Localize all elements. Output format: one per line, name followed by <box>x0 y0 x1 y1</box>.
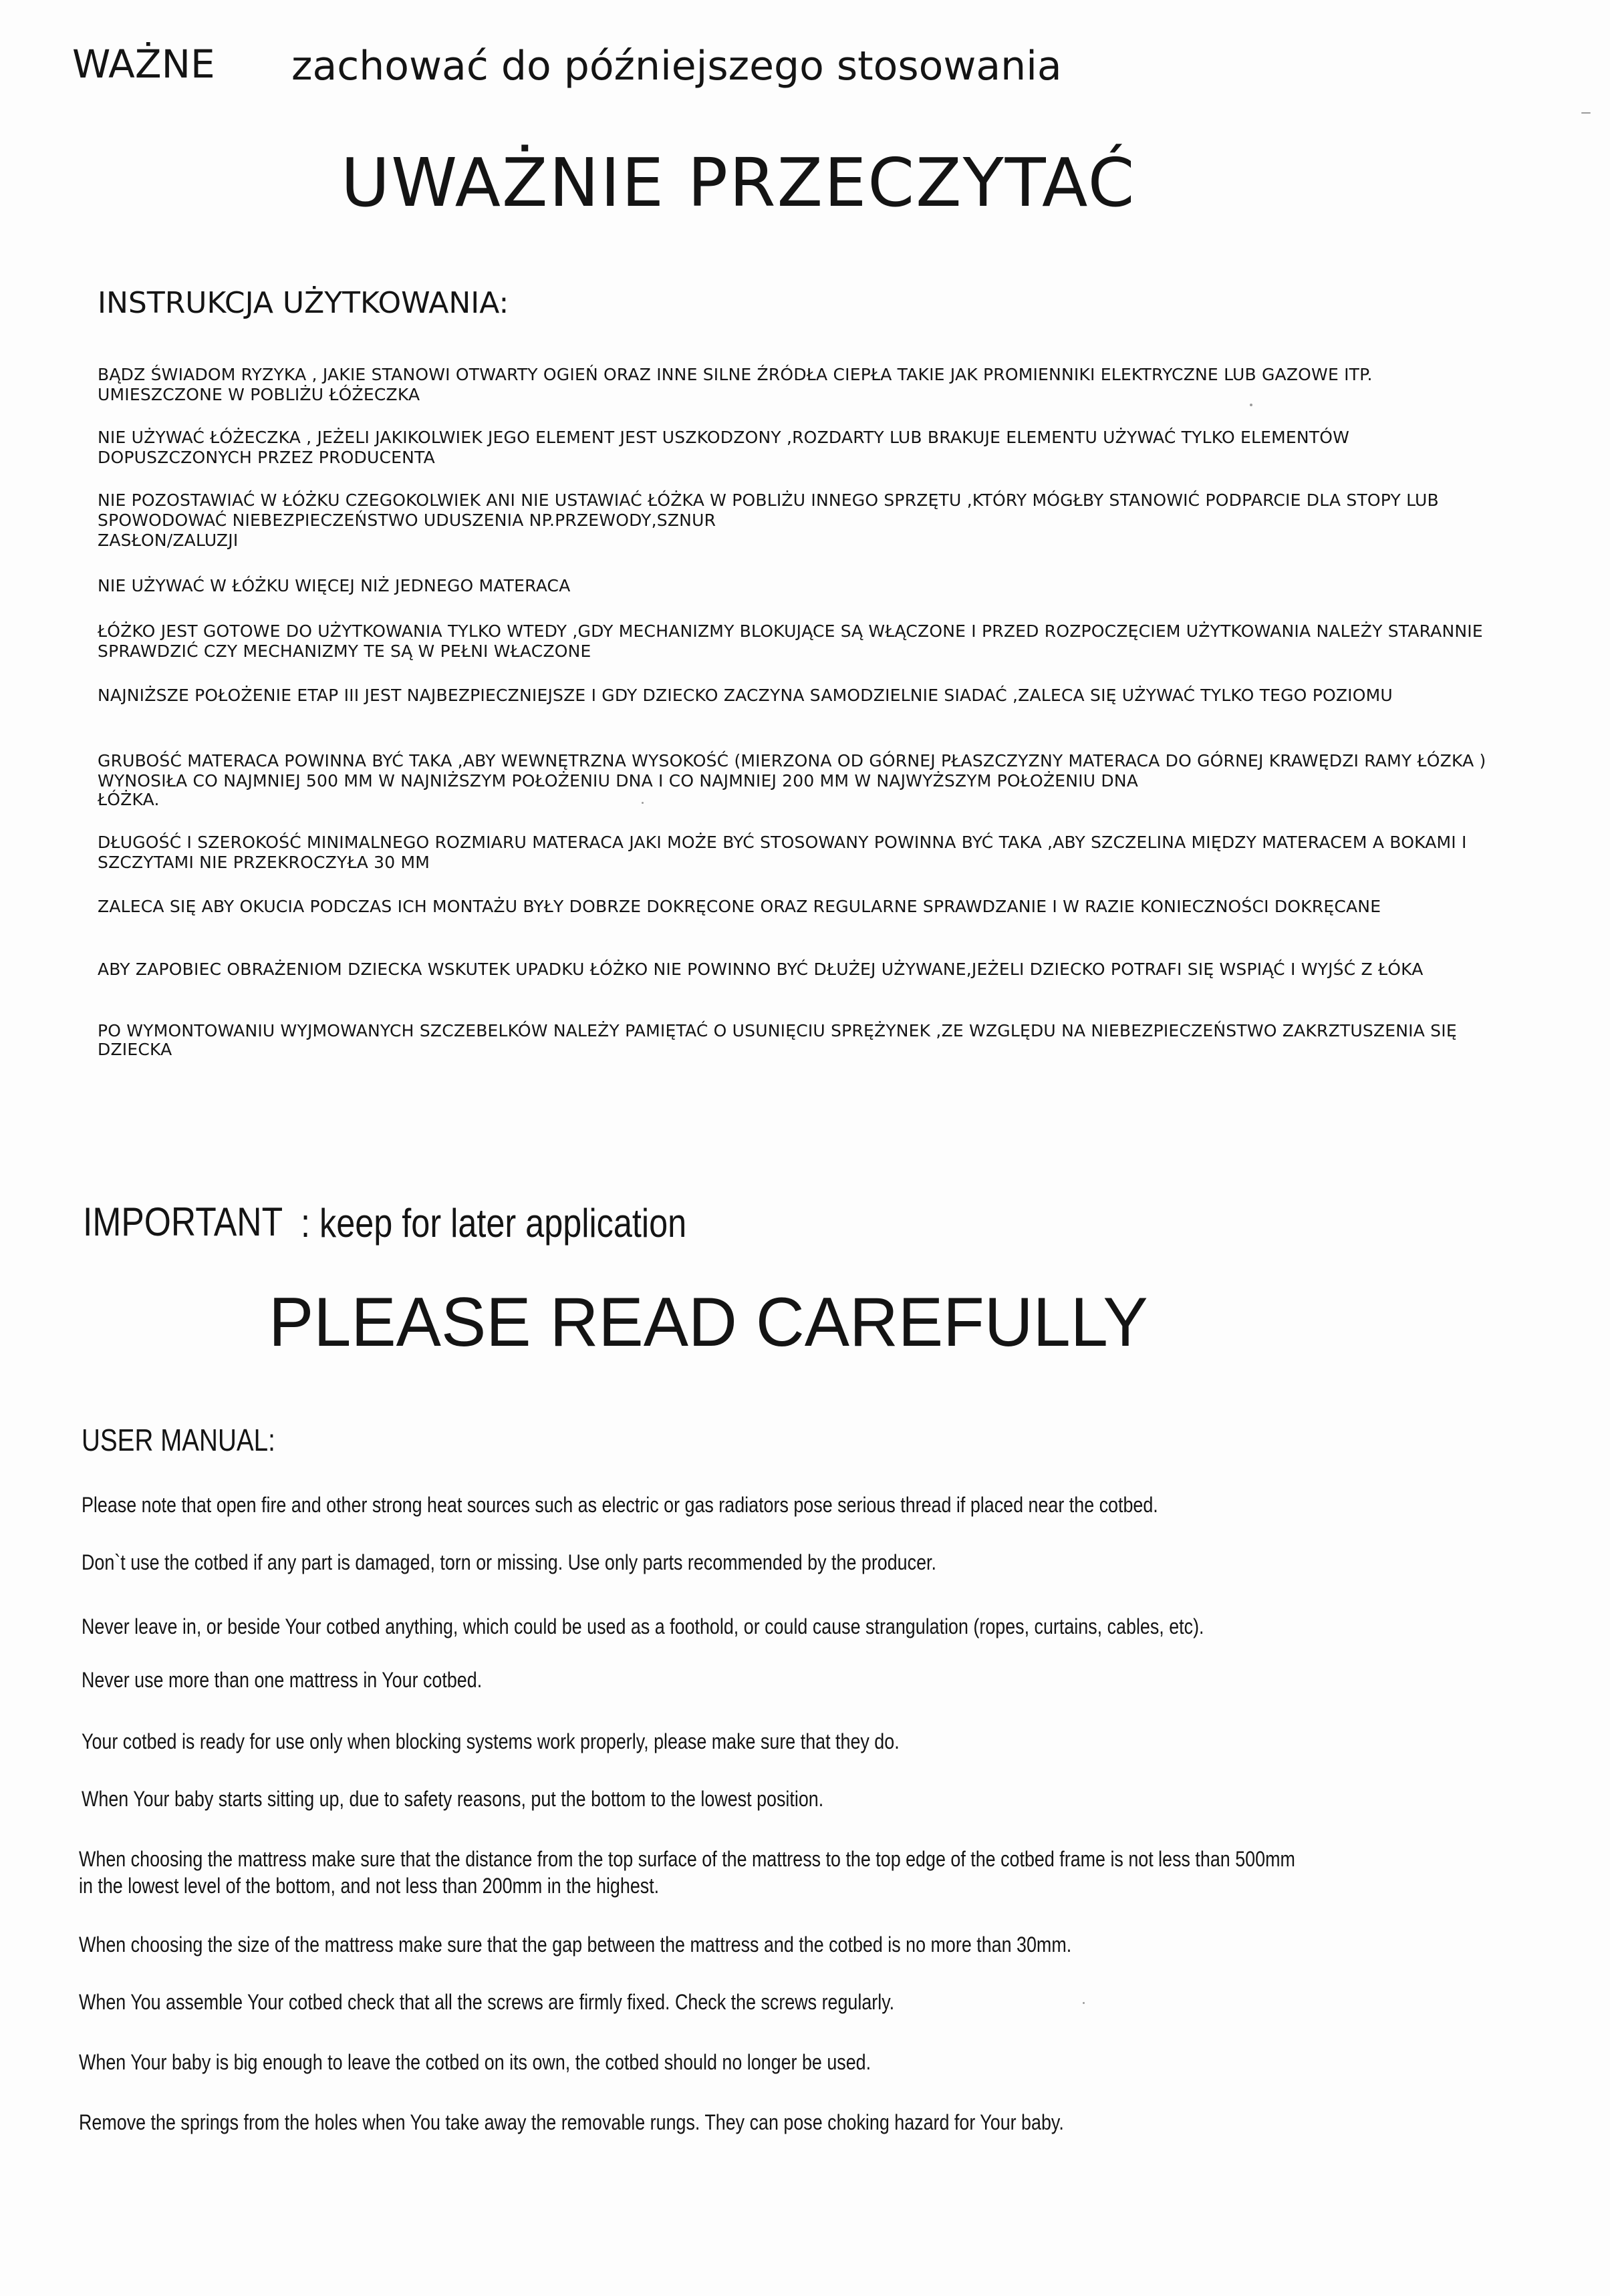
scan-speck <box>1581 112 1591 114</box>
en-item-8: When choosing the size of the mattress make sure that the gap between the mattress and the cotbed is no more than 30mm. <box>79 1932 1072 1957</box>
pl-item-line: ŁÓŻKO JEST GOTOWE DO UŻYTKOWANIA TYLKO WTEDY ,GDY MECHANIZMY BLOKUJĄCE SĄ WŁĄCZONE I PRZED ROZPOCZĘCIEM UŻYTKOWANIA NALEŻY STARANNIE <box>98 621 1483 641</box>
pl-item-line: NIE UŻYWAĆ W ŁÓŻKU WIĘCEJ NIŻ JEDNEGO MATERACA <box>98 576 571 595</box>
scan-speck <box>1083 2002 1085 2004</box>
en-item-6: When Your baby starts sitting up, due to safety reasons, put the bottom to the lowest position. <box>82 1787 824 1811</box>
pl-item-line: ZASŁON/ZALUZJI <box>98 531 239 550</box>
pl-item-line: WYNOSIŁA CO NAJMNIEJ 500 MM W NAJNIŻSZYM POŁOŻENIU DNA I CO NAJMNIEJ 200 MM W NAJWYŻSZYM POŁOŻENIU DNA <box>98 771 1139 791</box>
pl-item-line: SPOWODOWAĆ NIEBEZPIECZEŃSTWO UDUSZENIA NP.PRZEWODY,SZNUR <box>98 511 716 530</box>
pl-item-line: DŁUGOŚĆ I SZEROKOŚĆ MINIMALNEGO ROZMIARU MATERACA JAKI MOŻE BYĆ STOSOWANY POWINNA BYĆ TAKA ,ABY SZCZELINA MIĘDZY MATERACEM A BOKAMI I <box>98 833 1467 852</box>
keep-note-pl: zachować do późniejszego stosowania <box>291 43 1062 90</box>
pl-item-line: NIE POZOSTAWIAĆ W ŁÓŻKU CZEGOKOLWIEK ANI NIE USTAWIAĆ ŁÓŻKA W POBLIŻU INNEGO SPRZĘTU ,KTÓRY MÓGŁBY STANOWIĆ PODPARCIE DLA STOPY LUB <box>98 490 1439 510</box>
en-item-3: Never leave in, or beside Your cotbed anything, which could be used as a foothold, or could cause strangulation (ropes, curtains, cables, etc). <box>82 1614 1204 1638</box>
pl-item-line: NIE UŻYWAĆ ŁÓŻECZKA , JEŻELI JAKIKOLWIEK JEGO ELEMENT JEST USZKODZONY ,ROZDARTY LUB BRAKUJE ELEMENTU UŻYWAĆ TYLKO ELEMENTÓW <box>98 428 1350 447</box>
en-item-5: Your cotbed is ready for use only when blocking systems work properly, please make sure that they do. <box>82 1729 900 1753</box>
pl-item-line: ŁÓŻKA. <box>98 790 160 809</box>
manual-heading-pl: INSTRUKCJA UŻYTKOWANIA: <box>98 286 509 320</box>
page-title-en: PLEASE READ CAREFULLY <box>269 1284 1148 1361</box>
en-item-4: Never use more than one mattress in Your cotbed. <box>82 1668 483 1692</box>
scan-speck <box>1250 404 1252 406</box>
en-item-9: When You assemble Your cotbed check that all the screws are firmly fixed. Check the screws regularly. <box>79 1990 895 2014</box>
pl-item-line: NAJNIŻSZE POŁOŻENIE ETAP III JEST NAJBEZPIECZNIEJSZE I GDY DZIECKO ZACZYNA SAMODZIELNIE SIADAĆ ,ZALECA SIĘ UŻYWAĆ TYLKO TEGO POZIOMU <box>98 686 1393 705</box>
pl-item-line: DOPUSZCZONYCH PRZEZ PRODUCENTA <box>98 448 435 467</box>
en-item-line: in the lowest level of the bottom, and not less than 200mm in the highest. <box>79 1874 660 1898</box>
page-title-pl: UWAŻNIE PRZECZYTAĆ <box>341 144 1136 222</box>
en-item-2: Don`t use the cotbed if any part is damaged, torn or missing. Use only parts recommended by the producer. <box>82 1550 936 1574</box>
pl-item-line: SZCZYTAMI NIE PRZEKROCZYŁA 30 MM <box>98 853 430 872</box>
important-label-pl: WAŻNE <box>72 41 215 87</box>
keep-note-en: : keep for later application <box>301 1201 687 1246</box>
pl-item-line: DZIECKA <box>98 1040 172 1059</box>
en-item-10: When Your baby is big enough to leave the cotbed on its own, the cotbed should no longer be used. <box>79 2050 871 2074</box>
pl-item-line: GRUBOŚĆ MATERACA POWINNA BYĆ TAKA ,ABY WEWNĘTRZNA WYSOKOŚĆ (MIERZONA OD GÓRNEJ PŁASZCZYZNY MATERACA DO GÓRNEJ KRAWĘDZI RAMY ŁÓZKA ) <box>98 751 1486 770</box>
pl-item-line: PO WYMONTOWANIU WYJMOWANYCH SZCZEBELKÓW NALEŻY PAMIĘTAĆ O USUNIĘCIU SPRĘŻYNEK ,ZE WZGLĘDU NA NIEBEZPIECZEŃSTWO ZAKRZTUSZENIA SIĘ <box>98 1021 1457 1040</box>
en-item-line: When choosing the mattress make sure that the distance from the top surface of the mattress to the top edge of the cotbed frame is not less than 500mm <box>79 1847 1295 1871</box>
important-label-en: IMPORTANT <box>83 1199 283 1244</box>
en-item-1: Please note that open fire and other strong heat sources such as electric or gas radiators pose serious thread if placed near the cotbed. <box>82 1493 1158 1517</box>
en-item-11: Remove the springs from the holes when You take away the removable rungs. They can pose choking hazard for Your baby. <box>79 2110 1064 2134</box>
pl-item-line: SPRAWDZIĆ CZY MECHANIZMY TE SĄ W PEŁNI WŁACZONE <box>98 641 591 661</box>
pl-item-line: ABY ZAPOBIEC OBRAŻENIOM DZIECKA WSKUTEK UPADKU ŁÓŻKO NIE POWINNO BYĆ DŁUŻEJ UŻYWANE,JEŻELI DZIECKO POTRAFI SIĘ WSPIĄĆ I WYJŚĆ Z ŁÓKA <box>98 960 1424 979</box>
pl-item-line: ZALECA SIĘ ABY OKUCIA PODCZAS ICH MONTAŻU BYŁY DOBRZE DOKRĘCONE ORAZ REGULARNE SPRAWDZANIE I W RAZIE KONIECZNOŚCI DOKRĘCANE <box>98 897 1381 916</box>
scan-speck <box>642 802 644 804</box>
pl-item-line: UMIESZCZONE W POBLIŻU ŁÓŻECZKA <box>98 385 420 404</box>
manual-heading-en: USER MANUAL: <box>82 1423 275 1457</box>
pl-item-line: BĄDZ ŚWIADOM RYZYKA , JAKIE STANOWI OTWARTY OGIEŃ ORAZ INNE SILNE ŹRÓDŁA CIEPŁA TAKIE JAK PROMIENNIKI ELEKTRYCZNE LUB GAZOWE ITP. <box>98 365 1373 384</box>
